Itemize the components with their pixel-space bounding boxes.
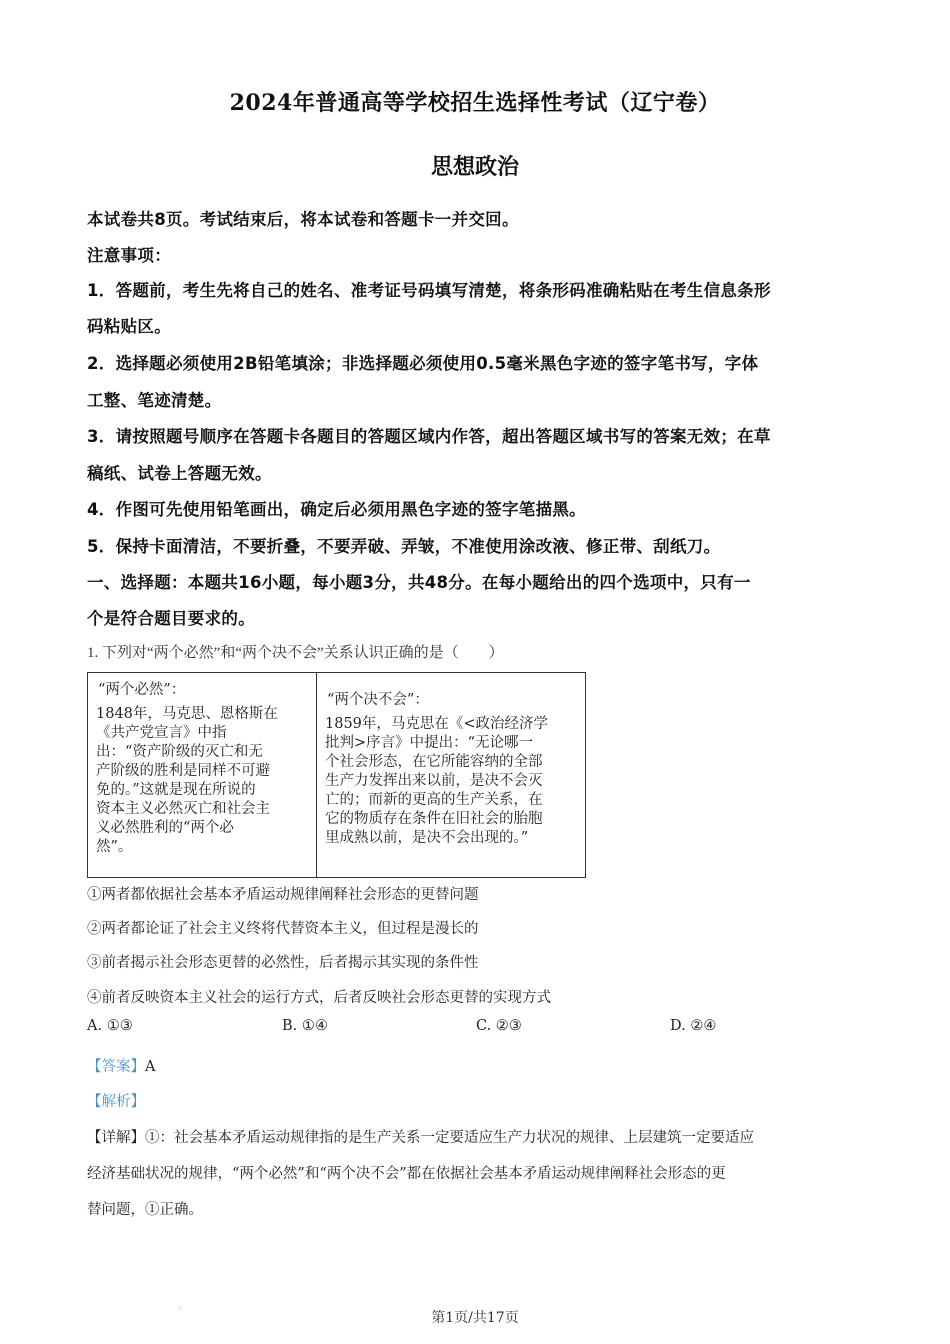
detail-line-2: 经济基础状况的规律，“两个必然”和“两个决不会”都在依据社会基本矛盾运动规律阐释社会形态的更 [87, 1166, 726, 1182]
note-2-line-2: 工整、笔迹清楚。 [87, 391, 222, 410]
note-3-line-1: 3．请按照题号顺序在答题卡各题目的答题区域内作答，超出答题区域书写的答案无效；在草 [87, 427, 771, 446]
question-1-stem: 1. 下列对“两个必然”和“两个决不会”关系认识正确的是（ ） [87, 645, 504, 661]
exam-title: 2024年普通高等学校招生选择性考试（辽宁卷） [229, 90, 721, 116]
choice-c: C. ②③ [476, 1018, 522, 1034]
note-5: 5．保持卡面清洁，不要折叠，不要弄破、弄皱，不准使用涂改液、修正带、刮纸刀。 [87, 537, 721, 556]
cell-text: 个社会形态，在它所能容纳的全部 [325, 754, 543, 770]
statement-2: ②两者都论证了社会主义终将代替资本主义，但过程是漫长的 [87, 921, 479, 937]
cell-text: 它的物质存在条件在旧社会的胎胞 [325, 811, 543, 827]
cell-text: 出：“资产阶级的灭亡和无 [96, 744, 263, 760]
subject-title: 思想政治 [430, 154, 519, 180]
analysis-label: 【解析】 [87, 1094, 145, 1110]
cell-text: 产阶级的胜利是同样不可避 [96, 763, 270, 779]
answer-value: A [145, 1059, 156, 1075]
cell-text: 1848年，马克思、恩格斯在 [96, 706, 278, 722]
answer-choices [87, 1018, 877, 1042]
detail-line-1 [87, 1126, 754, 1147]
cell-text: 里成熟以前，是决不会出现的。” [325, 830, 529, 846]
choice-d: D. ②④ [670, 1018, 717, 1034]
comparison-table [87, 672, 586, 878]
note-1-line-2: 码粘贴区。 [87, 317, 171, 336]
page-number: 第1页/共17页 [431, 1310, 519, 1326]
statement-4: ④前者反映资本主义社会的运行方式，后者反映社会形态更替的实现方式 [87, 990, 551, 1006]
note-2-line-1: 2．选择题必须使用2B铅笔填涂；非选择题必须使用0.5毫米黑色字迹的签字笔书写，字体 [87, 354, 759, 373]
detail-line-3: 替问题，①正确。 [87, 1202, 203, 1218]
cell-text: 亡的；而新的更高的生产关系，在 [325, 792, 543, 808]
cell-text: 然”。 [96, 839, 133, 855]
cell-text: 义必然胜利的“两个必 [96, 820, 234, 836]
statement-3: ③前者揭示社会形态更替的必然性，后者揭示其实现的条件性 [87, 955, 479, 971]
table-cell-two-inevitables [88, 673, 317, 878]
answer-label: 【答案】 [87, 1059, 145, 1075]
cell-text: 1859年，马克思在《<政治经济学 [325, 716, 549, 732]
section-heading-line-2: 个是符合题目要求的。 [87, 609, 255, 628]
table-cell-two-never [317, 673, 586, 878]
analysis-line [87, 1090, 145, 1111]
detail-text: ①：社会基本矛盾运动规律指的是生产关系一定要适应生产力状况的规律、上层建筑一定要适应 [145, 1130, 754, 1146]
intro-line: 本试卷共8页。考试结束后，将本试卷和答题卡一并交回。 [87, 210, 519, 229]
notes-title: 注意事项： [87, 246, 171, 265]
note-3-line-2: 稿纸、试卷上答题无效。 [87, 464, 272, 483]
section-heading-line-1: 一、选择题：本题共16小题，每小题3分，共48分。在每小题给出的四个选项中，只有一 [87, 573, 751, 592]
choice-a: A. ①③ [87, 1018, 133, 1034]
cell-text: 生产力发挥出来以前，是决不会灭 [325, 773, 543, 789]
statement-1: ①两者都依据社会基本矛盾运动规律阐释社会形态的更替问题 [87, 887, 479, 903]
cell-heading: “两个必然”： [98, 682, 186, 698]
choice-b: B. ①④ [282, 1018, 328, 1034]
cell-text: 资本主义必然灭亡和社会主 [96, 801, 270, 817]
detail-label: 【详解】 [87, 1130, 145, 1146]
cell-heading: “两个决不会”： [327, 692, 429, 708]
note-1-line-1: 1．答题前，考生先将自己的姓名、准考证号码填写清楚，将条形码准确粘贴在考生信息条形 [87, 281, 771, 300]
note-4: 4．作图可先使用铅笔画出，确定后必须用黑色字迹的签字笔描黑。 [87, 500, 586, 519]
cell-text: 免的。”这就是现在所说的 [96, 782, 256, 798]
cell-text: 批判>序言》中提出：“无论哪一 [325, 735, 534, 751]
answer-line [87, 1055, 155, 1076]
cell-text: 《共产党宣言》中指 [96, 725, 227, 741]
